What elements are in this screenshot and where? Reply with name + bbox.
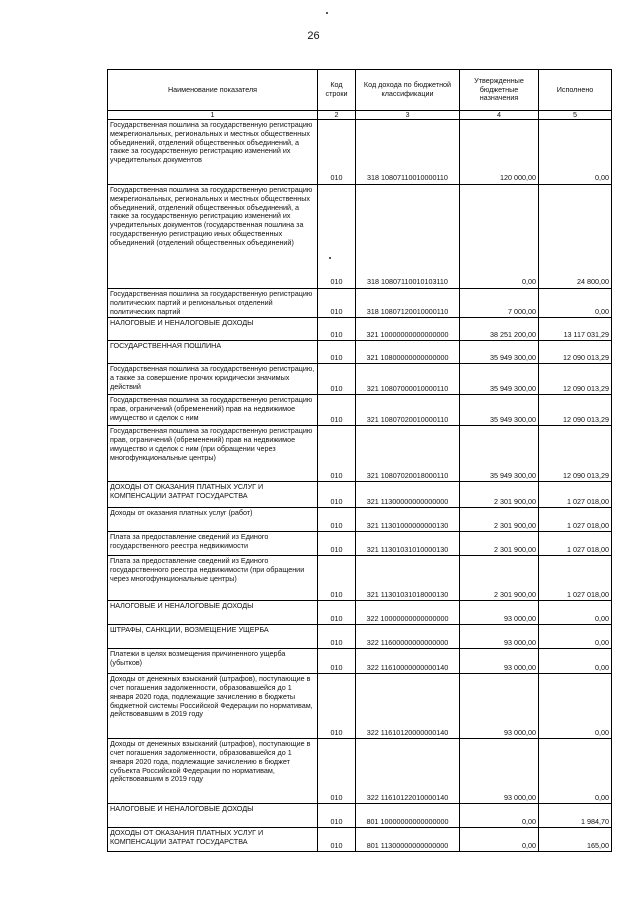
row-classification: 321 10800000000000000 [356,341,460,364]
row-approved: 2 301 900,00 [460,532,539,556]
row-classification: 322 10000000000000000 [356,601,460,625]
row-executed: 13 117 031,29 [539,318,612,341]
header-name: Наименование показателя [108,70,318,111]
row-code: 010 [318,426,356,482]
row-name: Платежи в целях возмещения причиненного ущерба (убытков) [108,649,318,674]
row-executed: 0,00 [539,120,612,185]
header-executed: Исполнено [539,70,612,111]
table-header-row [108,70,612,111]
row-name: НАЛОГОВЫЕ И НЕНАЛОГОВЫЕ ДОХОДЫ [108,601,318,625]
row-approved: 35 949 300,00 [460,395,539,426]
row-approved: 35 949 300,00 [460,364,539,395]
row-name: Государственная пошлина за государственную регистрацию межрегиональных, региональных и местных общественных объединений, отделений общественных объединений, а также за государственную регистрацию изменений их учредительных документов [108,120,318,185]
row-code: 010 [318,649,356,674]
row-name: ШТРАФЫ, САНКЦИИ, ВОЗМЕЩЕНИЕ УЩЕРБА [108,625,318,649]
row-executed: 1 027 018,00 [539,482,612,508]
page-number: 26 [307,30,320,42]
row-approved: 38 251 200,00 [460,318,539,341]
row-approved: 120 000,00 [460,120,539,185]
row-name: Плата за предоставление сведений из Единого государственного реестра недвижимости [108,532,318,556]
table-row [108,649,612,674]
table-row [108,364,612,395]
table-row [108,739,612,804]
row-code: 010 [318,341,356,364]
table-row [108,185,612,289]
table-row [108,482,612,508]
row-classification: 322 11610122010000140 [356,739,460,804]
row-approved: 2 301 900,00 [460,556,539,601]
row-approved: 0,00 [460,804,539,828]
row-name: Государственная пошлина за государственную регистрацию политических партий и региональных отделений политических партий [108,289,318,318]
row-approved: 2 301 900,00 [460,482,539,508]
row-classification: 321 10807000010000110 [356,364,460,395]
row-classification: 318 10807110010103110 [356,185,460,289]
column-number: 2 [318,111,356,120]
row-executed: 0,00 [539,625,612,649]
row-classification: 321 10807020010000110 [356,395,460,426]
row-classification: 321 11300000000000000 [356,482,460,508]
row-code: 010 [318,532,356,556]
row-classification: 321 11301031018000130 [356,556,460,601]
row-executed: 12 090 013,29 [539,364,612,395]
row-classification: 318 10807120010000110 [356,289,460,318]
row-name: Государственная пошлина за государственную регистрацию прав, ограничений (обременений) прав на недвижимое имущество и сделок с ним (при обращении через многофункциональные центры) [108,426,318,482]
row-code: 010 [318,508,356,532]
row-executed: 24 800,00 [539,185,612,289]
row-name: ДОХОДЫ ОТ ОКАЗАНИЯ ПЛАТНЫХ УСЛУГ И КОМПЕНСАЦИИ ЗАТРАТ ГОСУДАРСТВА [108,828,318,852]
row-approved: 93 000,00 [460,674,539,739]
table-row [108,426,612,482]
table-row [108,556,612,601]
revenue-execution-table [107,69,612,852]
row-name: НАЛОГОВЫЕ И НЕНАЛОГОВЫЕ ДОХОДЫ [108,804,318,828]
row-code: 010 [318,601,356,625]
row-approved: 35 949 300,00 [460,341,539,364]
row-code: 010 [318,482,356,508]
row-approved: 93 000,00 [460,601,539,625]
row-classification: 321 11301000000000130 [356,508,460,532]
row-executed: 0,00 [539,601,612,625]
row-executed: 165,00 [539,828,612,852]
row-code: 010 [318,364,356,395]
row-executed: 1 027 018,00 [539,556,612,601]
row-classification: 321 11301031010000130 [356,532,460,556]
row-name: Государственная пошлина за государственную регистрацию прав, ограничений (обременений) прав на недвижимое имущество и сделок с ним [108,395,318,426]
table-row [108,625,612,649]
row-classification: 322 11600000000000000 [356,625,460,649]
row-classification: 801 11300000000000000 [356,828,460,852]
table-row [108,120,612,185]
row-code: 010 [318,828,356,852]
column-number-row [108,111,612,120]
header-approved: Утвержденные бюджетные назначения [460,70,539,111]
row-executed: 1 027 018,00 [539,508,612,532]
row-code: 010 [318,185,356,289]
row-code: 010 [318,739,356,804]
table-row [108,532,612,556]
row-executed: 12 090 013,29 [539,341,612,364]
table-row [108,318,612,341]
row-classification: 801 10000000000000000 [356,804,460,828]
row-code: 010 [318,674,356,739]
row-approved: 35 949 300,00 [460,426,539,482]
column-number: 4 [460,111,539,120]
row-code: 010 [318,289,356,318]
row-name: Государственная пошлина за государственную регистрацию, а также за совершение прочих юридически значимых действий [108,364,318,395]
row-name: Плата за предоставление сведений из Единого государственного реестра недвижимости (при обращении через многофункциональные центры) [108,556,318,601]
row-code: 010 [318,625,356,649]
column-number: 5 [539,111,612,120]
row-classification: 322 11610120000000140 [356,674,460,739]
row-name: Доходы от денежных взысканий (штрафов), поступающие в счет погашения задолженности, образовавшейся до 1 января 2020 года, подлежащие зачислению в бюджет субъекта Российской Федерации по нормативам, действовавшим в 2019 году [108,739,318,804]
row-name: ДОХОДЫ ОТ ОКАЗАНИЯ ПЛАТНЫХ УСЛУГ И КОМПЕНСАЦИИ ЗАТРАТ ГОСУДАРСТВА [108,482,318,508]
row-name: НАЛОГОВЫЕ И НЕНАЛОГОВЫЕ ДОХОДЫ [108,318,318,341]
table-row [108,674,612,739]
table-row [108,395,612,426]
row-code: 010 [318,120,356,185]
row-code: 010 [318,804,356,828]
row-approved: 93 000,00 [460,739,539,804]
row-classification: 321 10807020018000110 [356,426,460,482]
row-classification: 321 10000000000000000 [356,318,460,341]
row-executed: 0,00 [539,674,612,739]
row-approved: 93 000,00 [460,649,539,674]
row-name: Доходы от денежных взысканий (штрафов), поступающие в счет погашения задолженности, образовавшейся до 1 января 2020 года, подлежащие зачислению в бюджеты бюджетной системы Российской Федерации по нормативам, действовавшим в 2019 году [108,674,318,739]
table-row [108,508,612,532]
header-code: Код строки [318,70,356,111]
row-approved: 93 000,00 [460,625,539,649]
row-executed: 1 027 018,00 [539,532,612,556]
row-executed: 12 090 013,29 [539,395,612,426]
row-name: ГОСУДАРСТВЕННАЯ ПОШЛИНА [108,341,318,364]
table-row [108,341,612,364]
column-number: 3 [356,111,460,120]
scan-speck [326,12,328,14]
row-approved: 7 000,00 [460,289,539,318]
column-number: 1 [108,111,318,120]
table-body [108,120,612,852]
table-row [108,828,612,852]
row-code: 010 [318,318,356,341]
row-classification: 318 10807110010000110 [356,120,460,185]
row-name: Доходы от оказания платных услуг (работ) [108,508,318,532]
row-name: Государственная пошлина за государственную регистрацию межрегиональных, региональных и местных общественных объединений, отделений общественных объединений, а также за государственную регистрацию изменений их учредительных документов (государственная пошлина за государственную регистрацию иных общественных объединений (отделений общественных объединений) [108,185,318,289]
row-executed: 0,00 [539,649,612,674]
table-row [108,289,612,318]
row-approved: 0,00 [460,828,539,852]
table-row [108,601,612,625]
header-classification: Код дохода по бюджетной классификации [356,70,460,111]
row-code: 010 [318,556,356,601]
row-code: 010 [318,395,356,426]
row-executed: 0,00 [539,289,612,318]
row-classification: 322 11610000000000140 [356,649,460,674]
row-approved: 2 301 900,00 [460,508,539,532]
row-executed: 12 090 013,29 [539,426,612,482]
table-row [108,804,612,828]
row-executed: 1 984,70 [539,804,612,828]
row-executed: 0,00 [539,739,612,804]
row-approved: 0,00 [460,185,539,289]
